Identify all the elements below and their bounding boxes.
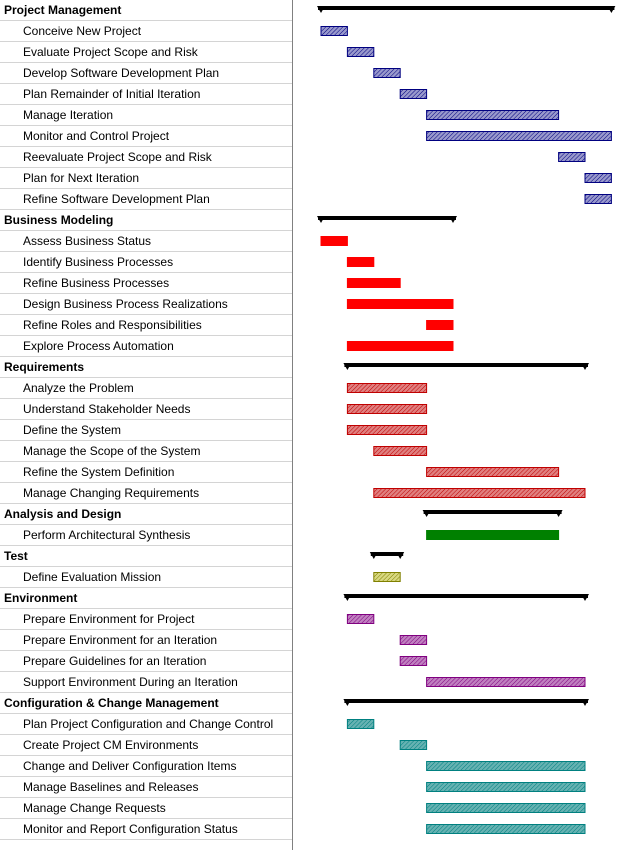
- group-label: Test: [0, 546, 293, 567]
- task-bar: [374, 447, 427, 456]
- task-label: Design Business Process Realizations: [0, 294, 293, 315]
- task-bar: [427, 762, 585, 771]
- group-label: Business Modeling: [0, 210, 293, 231]
- task-bar: [374, 489, 585, 498]
- summary-bar: [370, 552, 404, 559]
- task-label: Manage Changing Requirements: [0, 483, 293, 504]
- task-label: Manage Baselines and Releases: [0, 777, 293, 798]
- task-label: Reevaluate Project Scope and Risk: [0, 147, 293, 168]
- task-label: Plan for Next Iteration: [0, 168, 293, 189]
- task-bar: [400, 90, 426, 99]
- group-label: Environment: [0, 588, 293, 609]
- task-label: Conceive New Project: [0, 21, 293, 42]
- task-label: Refine the System Definition: [0, 462, 293, 483]
- task-bar: [347, 279, 400, 288]
- task-bar: [321, 237, 347, 246]
- task-bar: [585, 195, 611, 204]
- task-label: Monitor and Report Configuration Status: [0, 819, 293, 840]
- task-bar: [400, 741, 426, 750]
- task-label: Assess Business Status: [0, 231, 293, 252]
- task-bar: [427, 321, 453, 330]
- task-bar: [347, 426, 426, 435]
- task-bar: [400, 636, 426, 645]
- task-bar: [400, 657, 426, 666]
- group-label: Requirements: [0, 357, 293, 378]
- task-bar: [374, 69, 400, 78]
- task-bar: [321, 27, 347, 36]
- task-label: Refine Business Processes: [0, 273, 293, 294]
- group-label: Analysis and Design: [0, 504, 293, 525]
- task-bar: [347, 384, 426, 393]
- task-bar: [347, 342, 453, 351]
- task-bar: [427, 111, 559, 120]
- task-bar: [559, 153, 585, 162]
- task-bar: [347, 615, 373, 624]
- summary-bar: [343, 363, 589, 370]
- task-label: Refine Roles and Responsibilities: [0, 315, 293, 336]
- task-bar: [347, 258, 373, 267]
- task-label: Refine Software Development Plan: [0, 189, 293, 210]
- task-label: Plan Remainder of Initial Iteration: [0, 84, 293, 105]
- task-label: Prepare Environment for Project: [0, 609, 293, 630]
- group-label: Project Management: [0, 0, 293, 21]
- task-list: [0, 0, 293, 850]
- task-label: Develop Software Development Plan: [0, 63, 293, 84]
- task-bar: [585, 174, 611, 183]
- task-label: Monitor and Control Project: [0, 126, 293, 147]
- task-bar: [427, 132, 612, 141]
- task-label: Prepare Environment for an Iteration: [0, 630, 293, 651]
- task-bar: [427, 783, 585, 792]
- task-label: Support Environment During an Iteration: [0, 672, 293, 693]
- summary-bar: [317, 6, 615, 13]
- summary-bar: [343, 699, 589, 706]
- task-bar: [427, 531, 559, 540]
- task-bar: [347, 300, 453, 309]
- task-bar: [347, 720, 373, 729]
- summary-bar: [423, 510, 563, 517]
- group-label: Configuration & Change Management: [0, 693, 293, 714]
- task-bar: [427, 468, 559, 477]
- task-bar: [427, 825, 585, 834]
- task-bar: [347, 48, 373, 57]
- task-label: Analyze the Problem: [0, 378, 293, 399]
- task-label: Plan Project Configuration and Change Control: [0, 714, 293, 735]
- task-label: Explore Process Automation: [0, 336, 293, 357]
- task-label: Change and Deliver Configuration Items: [0, 756, 293, 777]
- task-bar: [427, 804, 585, 813]
- task-label: Understand Stakeholder Needs: [0, 399, 293, 420]
- task-bar: [427, 678, 585, 687]
- task-bar: [374, 573, 400, 582]
- task-label: Manage the Scope of the System: [0, 441, 293, 462]
- task-label: Define Evaluation Mission: [0, 567, 293, 588]
- task-label: Evaluate Project Scope and Risk: [0, 42, 293, 63]
- task-label: Manage Iteration: [0, 105, 293, 126]
- task-label: Define the System: [0, 420, 293, 441]
- task-label: Manage Change Requests: [0, 798, 293, 819]
- task-label: Identify Business Processes: [0, 252, 293, 273]
- task-label: Prepare Guidelines for an Iteration: [0, 651, 293, 672]
- summary-bar: [343, 594, 589, 601]
- task-bar: [347, 405, 426, 414]
- task-label: Perform Architectural Synthesis: [0, 525, 293, 546]
- task-label: Create Project CM Environments: [0, 735, 293, 756]
- summary-bar: [317, 216, 457, 223]
- timeline-area: [293, 0, 622, 850]
